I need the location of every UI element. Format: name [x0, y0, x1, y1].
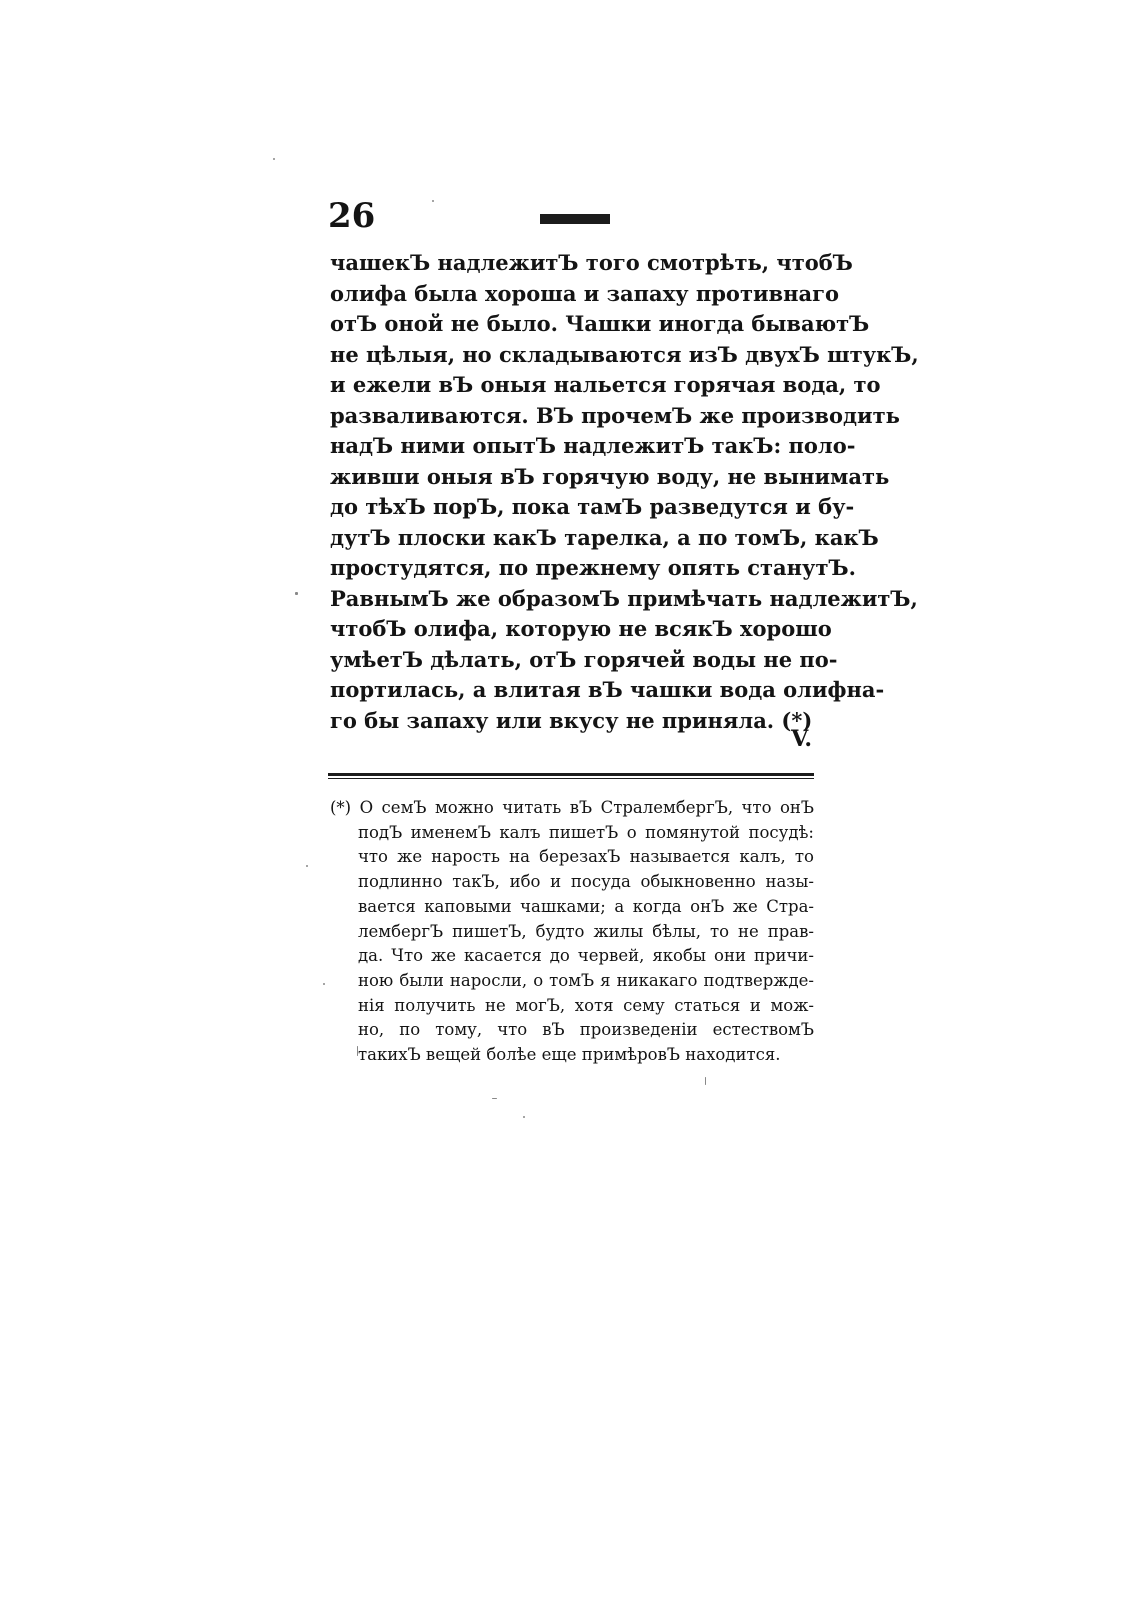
text-line: дутЪ плоски какЪ тарелка, а по томЪ, какЪ [330, 524, 879, 550]
paper-speck [705, 1077, 706, 1085]
text-line: надЪ ними опытЪ надлежитЪ такЪ: поло- [330, 433, 856, 458]
text-line: живши оныя вЪ горячую воду, не вынимать [330, 463, 890, 489]
paper-speck [273, 158, 275, 160]
text-line: разваливаются. ВЪ прочемЪ же производить [330, 402, 900, 428]
paper-speck [523, 1116, 525, 1118]
text-line: не цѣлыя, но складываются изЪ двухЪ штукЪ, [330, 341, 919, 367]
footnote-line: подЪ именемЪ калъ пишетЪ о помянутой посудѣ: [358, 822, 814, 842]
header-ornament [540, 214, 610, 224]
text-line: чашекЪ надлежитЪ того смотрѣть, чтобЪ [330, 250, 853, 275]
footnote-line: вается каповыми чашками; а когда онЪ же Стра- [358, 896, 814, 916]
catchword: V. [791, 726, 812, 752]
paper-speck [432, 200, 434, 202]
text-line: и ежели вЪ оныя нальется горячая вода, то [330, 372, 881, 397]
text-line: простудятся, по прежнему опять станутЪ. [330, 555, 856, 580]
footnote-line: (*) О семЪ можно читать вЪ СтралембергЪ, что онЪ [330, 798, 814, 817]
paper-speck [306, 865, 308, 867]
text-line: го бы запаху или вкусу не приняла. (*) [330, 707, 813, 733]
paper-speck [323, 983, 325, 985]
footnote-line: подлинно такЪ, ибо и посуда обыкновенно назы- [358, 872, 814, 892]
paper-speck [295, 592, 298, 595]
text-line: портилась, а влитая вЪ чашки вода олифна- [330, 677, 885, 702]
text-line: РавнымЪ же образомЪ примѣчать надлежитЪ, [330, 585, 918, 611]
text-line: отЪ оной не было. Чашки иногда бываютЪ [330, 311, 870, 336]
footnote-line: но, по тому, что вЪ произведеніи естествомЪ [358, 1020, 814, 1040]
footnote-line: ною были наросли, о томЪ я никакаго подтвержде- [358, 970, 814, 990]
text-line: до тѣхЪ порЪ, пока тамЪ разведутся и бу- [330, 494, 855, 519]
footnote-line: лембергЪ пишетЪ, будто жилы бѣлы, то не прав- [358, 921, 814, 941]
footnote-line: нія получить не могЪ, хотя сему статься и мож- [358, 995, 814, 1015]
text-line: умѣетЪ дѣлать, отЪ горячей воды не по- [330, 646, 838, 672]
footnote-line: что же нарость на березахЪ называется калъ, то [358, 847, 814, 867]
main-text [330, 248, 919, 736]
text-line: олифа была хороша и запаху противнаго [330, 280, 839, 306]
page-number: 26 [328, 196, 376, 236]
text-line: чтобЪ олифа, которую не всякЪ хорошо [330, 616, 832, 641]
paper-speck [357, 1046, 358, 1056]
footnote-rule-thin [328, 778, 814, 779]
paper-speck [492, 1098, 497, 1099]
footnote-line: такихЪ вещей болѣе еще примѣровЪ находится. [358, 1045, 781, 1065]
footnote [330, 796, 814, 1068]
footnote-line: да. Что же касается до червей, якобы они причи- [358, 946, 814, 966]
footnote-rule [328, 773, 814, 776]
